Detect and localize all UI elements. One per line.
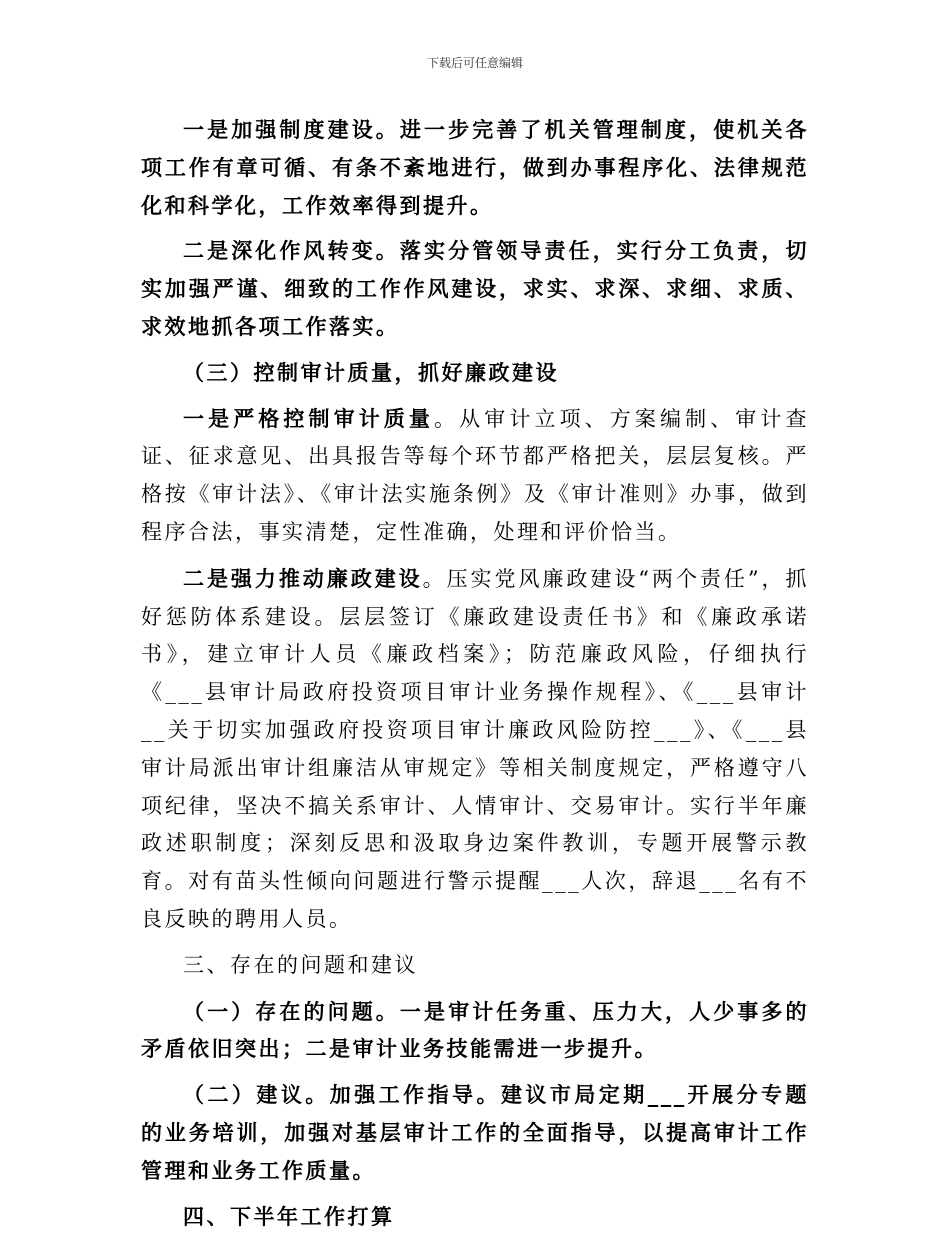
paragraph-suggestions: （二）建议。加强工作指导。建议市局定期___开展分专题的业务培训，加强对基层审计工作的全面指导，以提高审计工作管理和业务工作质量。 [141,1082,809,1183]
paragraph-body-integrity: 。压实党风廉政建设“两个责任”，抓好惩防体系建设。层层签订《廉政建设责任书》和《廉政承诺书》，建立审计人员《廉政档案》；防范廉政风险，仔细执行《___县审计局政府投资项目审计业务操作规程》、《___县审计__关于切实加强政府投资项目审计廉政风险防控___》、《___县审计局派出审计组廉洁从审规定》等相关制度规定，严格遵守八项纪律，坚决不搞关系审计、人情审计、交易审计。实行半年廉政述职制度；深刻反思和汲取身边案件教训，专题开展警示教育。对有苗头性倾向问题进行警示提醒___人次，辞退___名有不良反映的聘用人员。 [141,566,809,931]
page-header-note: 下载后可任意编辑 [426,56,523,70]
paragraph-audit-quality [141,400,809,552]
paragraph-body-audit-quality: 。从审计立项、方案编制、审计查证、征求意见、出具报告等每个环节都严格把关，层层复核。严格按《审计法》、《审计法实施条例》及《审计准则》办事，做到程序合法，事实清楚，定性准确，处理和评价恰当。 [141,406,810,544]
paragraph-lead-integrity: 二是强力推动廉政建设 [183,565,423,591]
paragraph-lead-audit-quality: 一是严格控制审计质量 [183,405,435,431]
section-heading-plan: 四、下半年工作打算 [183,1203,395,1229]
document-body [141,111,809,1235]
paragraph-integrity [141,560,809,939]
paragraph-problems: （一）存在的问题。一是审计任务重、压力大，人少事多的矛盾依旧突出；二是审计业务技能需进一步提升。 [141,998,809,1062]
section-heading-problems: 三、存在的问题和建议 [183,952,418,977]
paragraph-work-style: 二是深化作风转变。落实分管领导责任，实行分工负责，切实加强严谨、细致的工作作风建设，求实、求深、求细、求质、求效地抓各项工作落实。 [141,238,809,339]
paragraph-institution-building: 一是加强制度建设。进一步完善了机关管理制度，使机关各项工作有章可循、有条不紊地进行，做到办事程序化、法律规范化和科学化，工作效率得到提升。 [141,117,809,218]
subsection-heading-audit-quality: （三）控制审计质量，抓好廉政建设 [183,359,559,385]
